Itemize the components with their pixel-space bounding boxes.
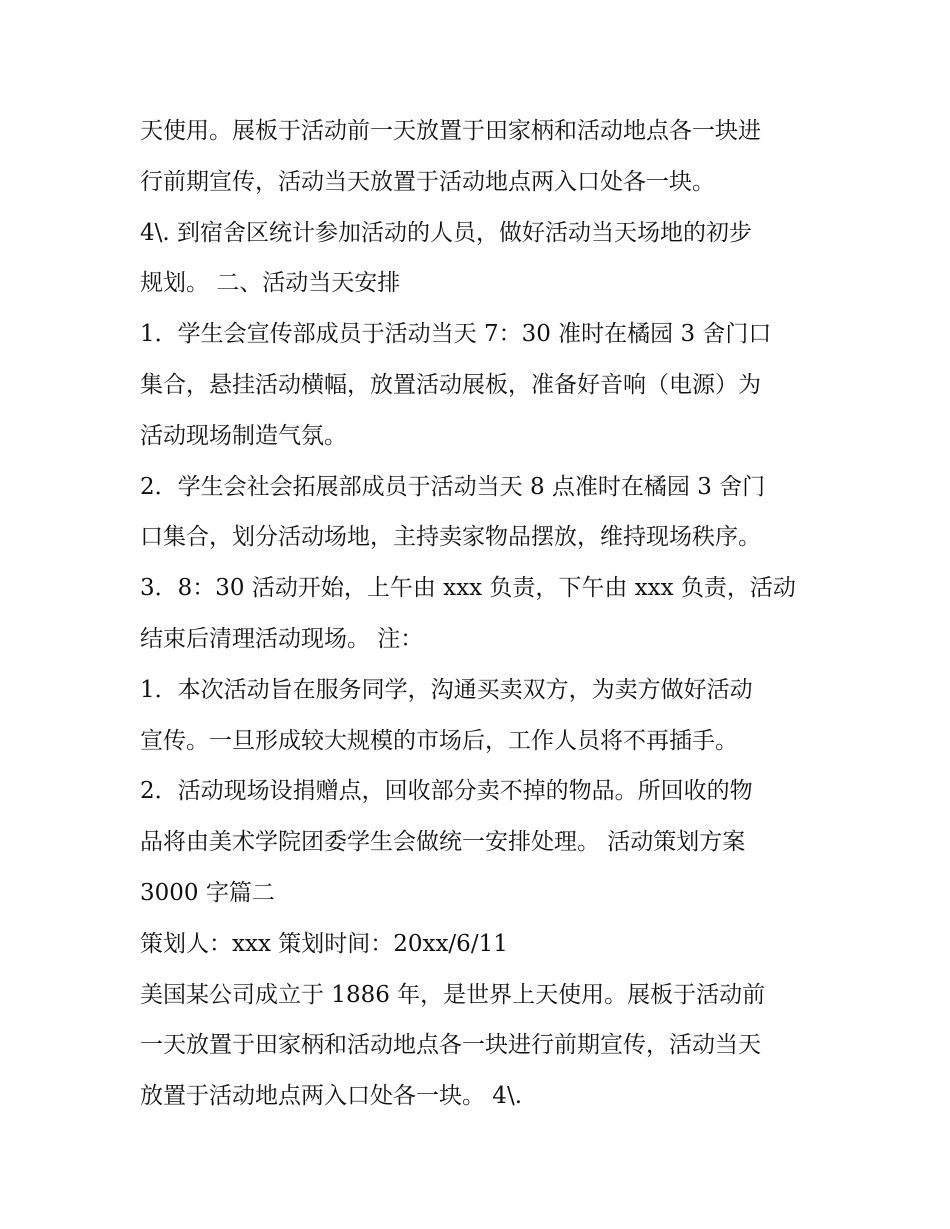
text-line: 品将由美术学院团委学生会做统一安排处理。 活动策划方案 — [140, 829, 746, 856]
text-line: 天使用。展板于活动前一天放置于田家柄和活动地点各一块进 — [140, 118, 761, 144]
text-line: 活动现场制造气氛。 — [140, 422, 347, 449]
text-line: 一天放置于田家柄和活动地点各一块进行前期宣传，活动当天 — [140, 1032, 761, 1059]
text-line: 2．活动现场设捐赠点，回收部分卖不掉的物品。所回收的物 — [140, 778, 753, 805]
text-line: 口集合，划分活动场地，主持卖家物品摆放，维持现场秩序。 — [140, 524, 761, 551]
text-line: 4\. 到宿舍区统计参加活动的人员，做好活动当天场地的初步 — [140, 219, 753, 246]
text-line: 集合，悬挂活动横幅，放置活动展板，准备好音响（电源）为 — [140, 371, 761, 398]
document-body — [140, 106, 830, 1122]
text-line: 1．本次活动旨在服务同学，沟通买卖双方，为卖方做好活动 — [140, 676, 753, 703]
text-line: 2．学生会社会拓展部成员于活动当天 8 点准时在橘园 3 舍门 — [140, 473, 766, 500]
text-line: 美国某公司成立于 1886 年，是世界上天使用。展板于活动前 — [140, 981, 766, 1008]
text-line: 规划。 二、活动当天安排 — [140, 270, 401, 297]
text-line: 3000 字篇二 — [140, 879, 275, 906]
text-line: 行前期宣传，活动当天放置于活动地点两入口处各一块。 — [140, 168, 715, 195]
text-line: 宣传。一旦形成较大规模的市场后，工作人员将不再插手。 — [140, 727, 738, 754]
text-line: 1．学生会宣传部成员于活动当天 7：30 准时在橘园 3 舍门口 — [140, 321, 772, 348]
text-line: 结束后清理活动现场。 注： — [140, 625, 424, 652]
text-line: 策划人：xxx 策划时间：20xx/6/11 — [140, 930, 508, 957]
text-line: 放置于活动地点两入口处各一块。 4\. — [140, 1083, 523, 1110]
text-line: 3．8：30 活动开始，上午由 xxx 负责，下午由 xxx 负责，活动 — [140, 575, 796, 602]
